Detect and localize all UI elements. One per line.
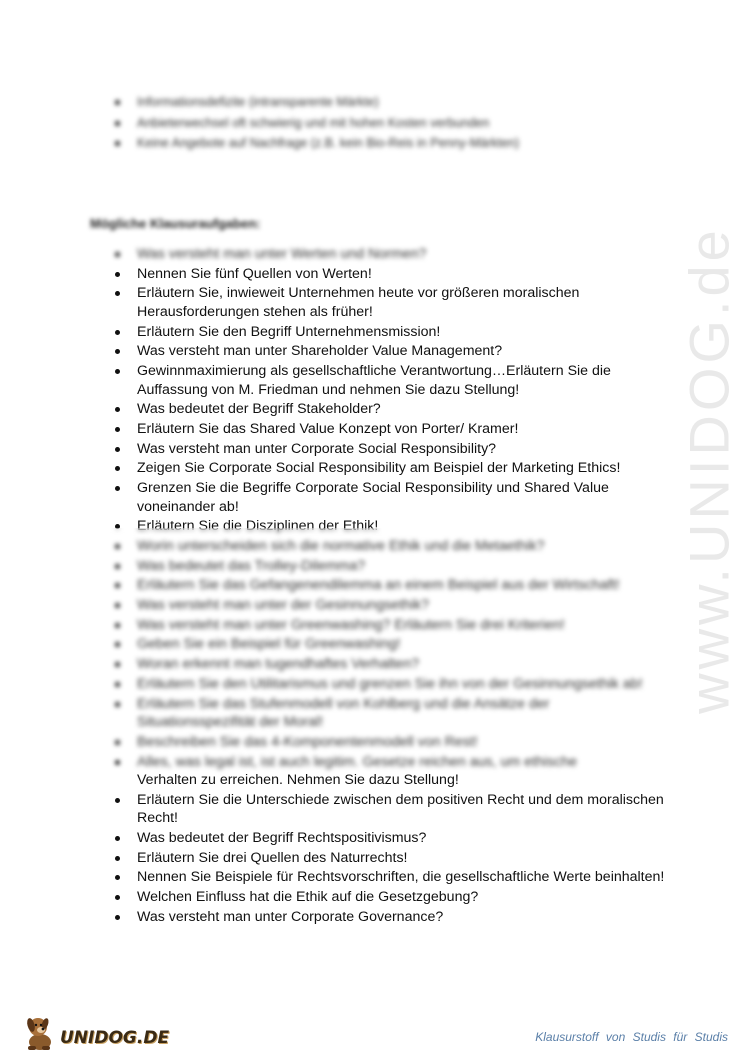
list-item: Beschreiben Sie das 4-Komponentenmodell von Rest! [108,733,668,752]
bullet-icon [115,603,120,608]
bullet-icon [115,623,120,628]
footer-logo[interactable] [22,1012,169,1052]
bullet-icon [115,760,120,765]
list-item: Erläutern Sie drei Quellen des Naturrechts! [108,849,668,868]
list-item: Keine Angebote auf Nachfrage (z.B. kein Bio-Reis in Penny-Märkten) [108,134,708,153]
list-item: Nennen Sie Beispiele für Rechtsvorschriften, die gesellschaftliche Werte beinhalten! [108,868,668,887]
bullet-icon [115,702,120,707]
list-item: Was bedeutet das Trolley-Dilemma? [108,557,668,576]
footer-tagline: Klausurstoff von Studis für Studis [535,1030,728,1044]
bullet-icon [115,407,120,412]
bullet-icon [115,544,120,549]
bullet-icon [115,272,120,277]
list-item: Was bedeutet der Begriff Rechtspositivismus? [108,829,668,848]
bullet-icon [115,291,120,296]
bullet-icon [115,583,120,588]
list-item: Was versteht man unter Corporate Governance? [108,908,668,927]
list-item: Erläutern Sie die Disziplinen der Ethik! [108,517,668,536]
list-item: Welchen Einfluss hat die Ethik auf die Gesetzgebung? [108,888,668,907]
list-item: Informationsdefizite (intransparente Märkte) [108,93,708,112]
list-item: Grenzen Sie die Begriffe Corporate Social Responsibility und Shared Value voneinander ab! [108,479,668,516]
list-item: Erläutern Sie, inwieweit Unternehmen heute vor größeren moralischen Herausforderungen stehen als früher! [108,284,668,321]
bullet-icon [115,524,120,529]
bullet-icon [115,486,120,491]
top-bullet-list [108,93,708,155]
list-item: Was bedeutet der Begriff Stakeholder? [108,400,668,419]
bullet-icon [115,564,120,569]
bullet-icon [115,740,120,745]
list-item: Was versteht man unter Corporate Social Responsibility? [108,440,668,459]
list-item: Anbieterwechsel oft schwierig und mit hohen Kosten verbunden [108,114,708,133]
bullet-icon [115,330,120,335]
section-heading: Mögliche Klausuraufgaben: [90,216,261,231]
list-item: Erläutern Sie den Begriff Unternehmensmission! [108,323,668,342]
list-item: Was versteht man unter Werten und Normen? [108,245,668,264]
list-item: Alles, was legal ist, ist auch legitim. Gesetze reichen aus, um ethische Verhalten zu erreichen. Nehmen Sie dazu Stellung! [108,753,668,790]
bullet-icon [115,836,120,841]
bullet-icon [115,642,120,647]
logo-text: UNIDOG.DE [60,1028,170,1048]
list-item: Erläutern Sie den Utilitarismus und grenzen Sie ihn von der Gesinnungsethik ab! [108,675,668,694]
list-item: Geben Sie ein Beispiel für Greenwashing! [108,635,668,654]
watermark: www.UNIDOG.de [677,226,741,714]
dog-mascot-icon [22,1012,58,1052]
list-item: Zeigen Sie Corporate Social Responsibility am Beispiel der Marketing Ethics! [108,459,668,478]
bullet-icon [115,369,120,374]
list-item: Was versteht man unter der Gesinnungsethik? [108,596,668,615]
list-item: Erläutern Sie die Unterschiede zwischen dem positiven Recht und dem moralischen Recht! [108,791,668,828]
bullet-icon [115,662,120,667]
bullet-icon [115,682,120,687]
list-item: Was versteht man unter Shareholder Value Management? [108,342,668,361]
bullet-icon [115,349,120,354]
bullet-icon [115,875,120,880]
list-item: Erläutern Sie das Stufenmodell von Kohlberg und die Ansätze der Situationsspezifität der Moral! [108,695,668,732]
bullet-icon [115,466,120,471]
bullet-icon [115,856,120,861]
list-item: Nennen Sie fünf Quellen von Werten! [108,265,668,284]
list-item: Was versteht man unter Greenwashing? Erläutern Sie drei Kriterien! [108,616,668,635]
question-list [108,245,668,928]
list-item: Worin unterscheiden sich die normative Ethik und die Metaethik? [108,537,668,556]
bullet-icon [115,100,120,105]
bullet-icon [115,895,120,900]
list-item: Woran erkennt man tugendhaftes Verhalten? [108,655,668,674]
bullet-icon [115,798,120,803]
list-item: Erläutern Sie das Shared Value Konzept von Porter/ Kramer! [108,420,668,439]
bullet-icon [115,252,120,257]
bullet-icon [115,141,120,146]
bullet-icon [115,121,120,126]
list-item: Gewinnmaximierung als gesellschaftliche Verantwortung…Erläutern Sie die Auffassung von M. Friedman und nehmen Sie dazu Stellung! [108,362,668,399]
bullet-icon [115,447,120,452]
bullet-icon [115,915,120,920]
bullet-icon [115,427,120,432]
list-item: Erläutern Sie das Gefangenendilemma an einem Beispiel aus der Wirtschaft! [108,576,668,595]
